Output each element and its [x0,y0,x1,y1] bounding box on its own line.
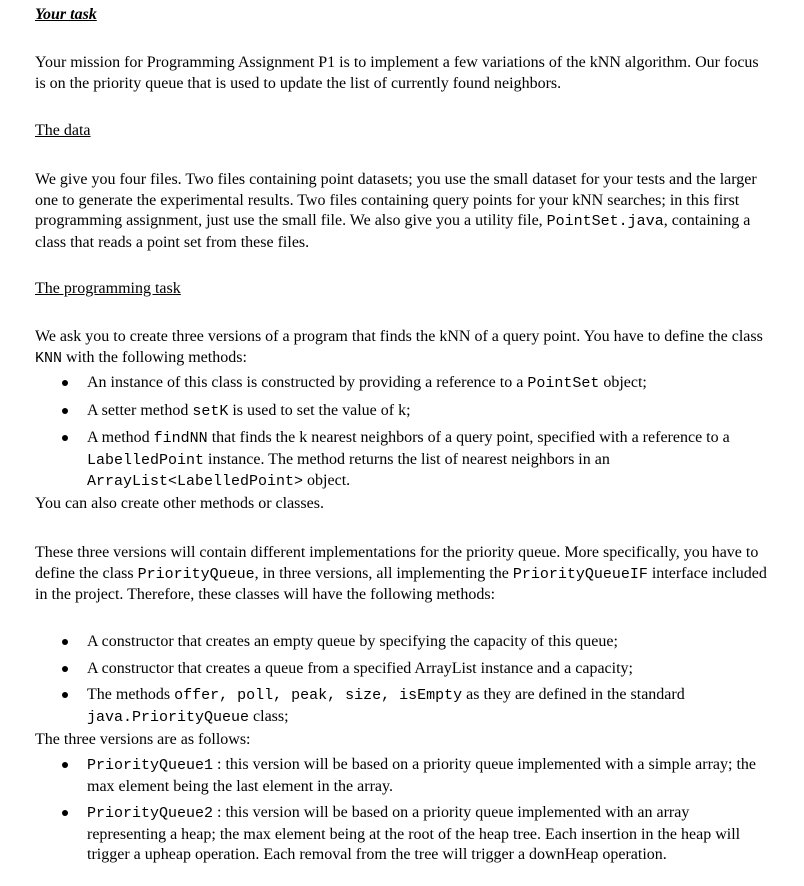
data-paragraph [35,170,767,253]
list-item [35,401,767,423]
other-methods-text: You can also create other methods or classes. [35,495,324,512]
page-title: Your task [35,6,97,23]
pq-code-priorityqueueif: PriorityQueueIF [512,565,648,583]
list-item [35,428,767,493]
task-intro-text-2: with the following methods: [66,348,247,366]
bullet-icon [62,762,68,768]
knn-bullet-list [35,373,767,493]
intro-paragraph [35,53,767,94]
data-heading-block [35,121,767,142]
bullet-icon [62,666,68,672]
list-item-text: A constructor that creates an empty queue by specifying the capacity of this queue; [87,633,618,650]
other-methods-paragraph [35,494,767,515]
list-item-code: LabelledPoint [87,451,205,469]
bullet-icon [62,639,68,645]
bullet-icon [62,380,68,386]
list-item-text: instance. The method returns the list of nearest neighbors in an [208,450,610,468]
list-item-code: PriorityQueue2 [87,805,214,822]
task-intro-text-1: We ask you to create three versions of a program that finds the kNN of a query point. You have to define the class [35,328,763,345]
list-item [35,685,767,728]
list-item-code: setK [192,402,229,420]
list-item-text: object; [603,374,647,391]
data-code-pointset: PointSet.java [546,213,664,230]
bullet-icon [62,408,68,414]
bullet-icon [62,692,68,698]
pq-text-1: These three versions will contain different implementations for the priority queue. More specifically, you have to define the class [35,544,759,582]
task-heading-block [35,279,767,300]
list-item-text: that finds the k nearest neighbors of a query point, specified with a reference to a [211,429,730,446]
list-item [35,803,767,866]
task-heading: The programming task [35,280,181,297]
list-item-code: PriorityQueue1 [87,757,214,774]
list-item [35,659,767,680]
list-item-text: is used to set the value of k; [232,401,411,419]
list-item [35,373,767,395]
task-intro-code-knn: KNN [35,349,63,367]
data-text-2: , containing a class that reads a point set from these files. [35,212,751,251]
list-item-text: The methods [87,686,171,703]
list-item-text: A method [87,429,150,446]
pq-code-priorityqueue: PriorityQueue [137,565,255,583]
pq-text-3: interface included in the project. Therefore, these classes will have the following methods: [35,564,767,603]
list-item-text: : this version will be based on a priority queue implemented with a simple array; the max element being the last element in the array. [87,756,757,795]
versions-bullet-list [35,755,767,866]
list-item-text: class; [253,707,289,725]
list-item-text: object. [307,472,351,489]
title-block [35,5,767,26]
versions-intro-text: The three versions are as follows: [35,731,251,748]
list-item-text: A setter method [87,401,189,419]
list-item [35,755,767,797]
list-item-text: A constructor that creates a queue from a specified ArrayList instance and a capacity; [87,659,633,677]
list-item-code: findNN [153,430,208,447]
intro-text: Your mission for Programming Assignment P1 is to implement a few variations of the kNN algorithm. Our focus is on the priority queue that is used to update the list of currently found neighbors. [35,54,759,92]
list-item-code: PointSet [527,375,600,392]
task-intro-paragraph [35,327,767,369]
list-item-code: ArrayList<LabelledPoint> [87,473,304,490]
data-heading: The data [35,122,91,139]
list-item-code: offer, poll, peak, size, isEmpty [174,687,463,704]
bullet-icon [62,810,68,816]
list-item [35,632,767,653]
list-item-text: : this version will be based on a priority queue implemented with an array representing a heap; the max element being at the root of the heap tree. Each insertion in the heap will trigger a upheap operation. Each removal from the tree will trigger a downHeap operation. [87,804,741,863]
bullet-icon [62,435,68,441]
list-item-text: An instance of this class is constructed by providing a reference to a [87,374,524,391]
pq-paragraph [35,543,767,606]
versions-intro-paragraph [35,730,767,751]
pq-text-2: , in three versions, all implementing the [254,564,509,582]
list-item-text: as they are defined in the standard [466,686,685,703]
data-text-1: We give you four files. Two files containing point datasets; you use the small dataset for your tests and the larger one to generate the experimental results. Two files containing query points for your kNN searches; in this first programming assignment, just use the small file. We also give you a utility file, [35,171,757,229]
list-item-code: java.PriorityQueue [87,708,250,726]
pq-bullet-list [35,632,767,728]
